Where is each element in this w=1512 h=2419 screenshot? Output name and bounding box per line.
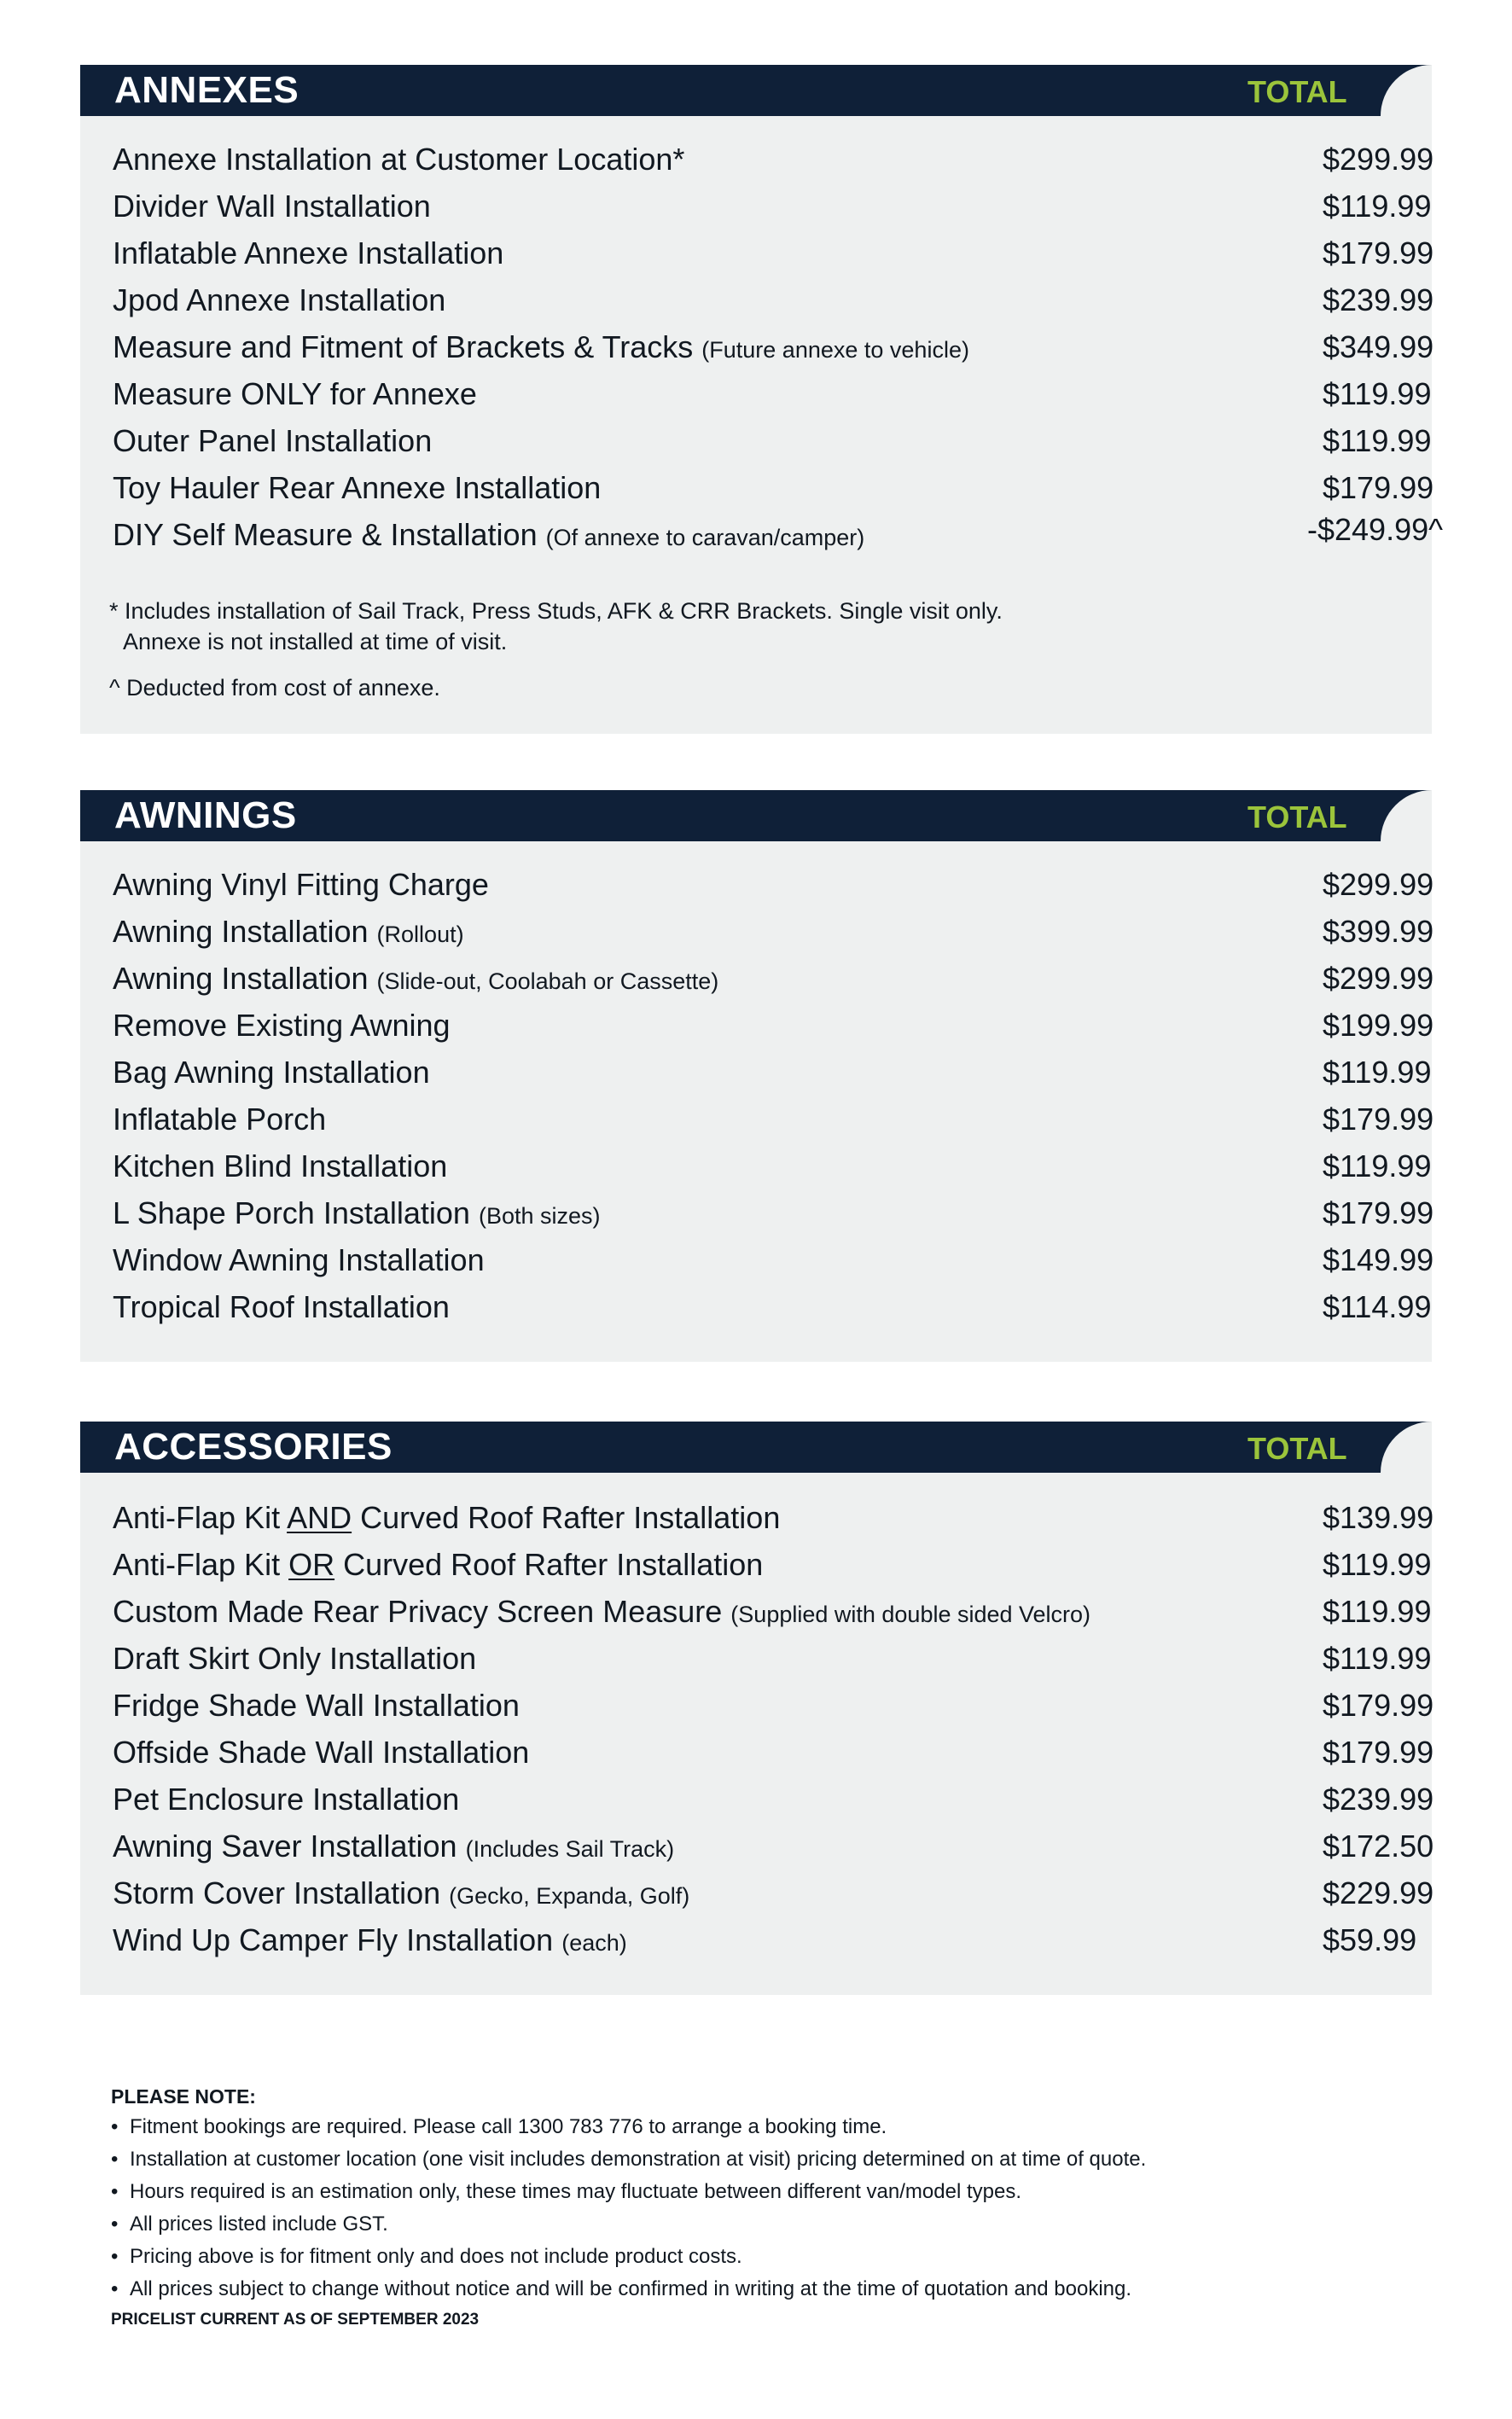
list-item <box>113 1098 1434 1143</box>
annexes-footnote-deducted: ^ Deducted from cost of annexe. <box>109 675 440 701</box>
list-item <box>113 1192 1434 1236</box>
list-item <box>113 185 1432 230</box>
item-label: Inflatable Annexe Installation <box>113 236 504 270</box>
item-label: Awning Installation (Rollout) <box>113 914 464 949</box>
list-item <box>113 1684 1434 1729</box>
item-price: $349.99 <box>1323 329 1434 364</box>
list-item <box>113 326 1434 370</box>
item-label: Bag Awning Installation <box>113 1055 430 1090</box>
item-price: $299.99 <box>1323 867 1434 902</box>
item-price: $119.99 <box>1323 423 1432 458</box>
annexes-footnote-continued: Annexe is not installed at time of visit. <box>123 629 508 654</box>
list-item <box>113 1544 1432 1588</box>
list-item <box>113 1872 1434 1916</box>
item-price: $199.99 <box>1323 1008 1434 1043</box>
item-label: Remove Existing Awning <box>113 1008 451 1043</box>
note-item: • All prices listed include GST. <box>111 2208 1391 2241</box>
item-label: Awning Installation (Slide-out, Coolabah or Cassette) <box>113 961 719 996</box>
list-item <box>113 1825 1434 1869</box>
accessories-header <box>80 1422 1432 1473</box>
item-label: Jpod Annexe Installation <box>113 282 446 317</box>
item-price: $179.99 <box>1323 1688 1434 1723</box>
item-price: $172.50 <box>1323 1829 1434 1864</box>
list-item <box>113 1051 1432 1096</box>
list-item <box>113 1731 1434 1776</box>
item-label: Awning Vinyl Fitting Charge <box>113 867 489 902</box>
list-item <box>113 1590 1432 1635</box>
item-price: $179.99 <box>1323 1195 1434 1230</box>
item-label: Anti-Flap Kit OR Curved Roof Rafter Installation <box>113 1547 764 1582</box>
item-label: Storm Cover Installation (Gecko, Expanda, Golf) <box>113 1875 690 1910</box>
please-note-title: PLEASE NOTE: <box>111 2085 256 2108</box>
item-price: $114.99 <box>1323 1289 1432 1324</box>
list-item <box>113 232 1434 276</box>
item-label: DIY Self Measure & Installation (Of annexe to caravan/camper) <box>113 517 865 552</box>
annexes-section <box>80 65 1444 734</box>
item-price: -$249.99^ <box>1307 512 1444 547</box>
item-note: (Future annexe to vehicle) <box>701 337 969 363</box>
list-item <box>113 138 1434 183</box>
list-item <box>113 957 1434 1002</box>
item-label: Custom Made Rear Privacy Screen Measure (Supplied with double sided Velcro) <box>113 1594 1091 1629</box>
item-label: Kitchen Blind Installation <box>113 1148 448 1183</box>
list-item <box>113 1497 1434 1541</box>
list-item <box>113 1004 1434 1049</box>
item-price: $179.99 <box>1323 1735 1434 1770</box>
list-item <box>113 467 1434 511</box>
item-label: Measure and Fitment of Brackets & Tracks (Future annexe to vehicle) <box>113 329 969 364</box>
list-item <box>113 420 1432 464</box>
item-label: Measure ONLY for Annexe <box>113 376 477 411</box>
item-price: $229.99 <box>1323 1875 1434 1910</box>
note-item: • Installation at customer location (one visit includes demonstration at visit) pricing determined on at time of quote. <box>111 2143 1391 2176</box>
list-item <box>113 279 1434 323</box>
list-item <box>113 373 1432 417</box>
awnings-total-label: TOTAL <box>1247 800 1347 834</box>
item-note: (Includes Sail Track) <box>465 1836 675 1862</box>
annexes-total-label: TOTAL <box>1247 74 1347 109</box>
item-note: (Of annexe to caravan/camper) <box>545 525 865 550</box>
list-item <box>113 1637 1432 1682</box>
item-note: (each) <box>561 1930 627 1956</box>
list-item <box>113 512 1444 558</box>
list-item <box>113 1919 1427 1963</box>
item-price: $299.99 <box>1323 142 1434 177</box>
item-note: (Slide-out, Coolabah or Cassette) <box>376 968 719 994</box>
item-label: Offside Shade Wall Installation <box>113 1735 530 1770</box>
list-item <box>113 1239 1434 1283</box>
item-note: (Both sizes) <box>478 1203 601 1229</box>
item-note: (Gecko, Expanda, Golf) <box>449 1883 690 1909</box>
item-label: Awning Saver Installation (Includes Sail Track) <box>113 1829 675 1864</box>
item-label: Pet Enclosure Installation <box>113 1782 460 1817</box>
item-price: $179.99 <box>1323 470 1434 505</box>
item-label: Tropical Roof Installation <box>113 1289 450 1324</box>
accessories-title: ACCESSORIES <box>114 1426 393 1468</box>
item-price: $239.99 <box>1323 282 1434 317</box>
accessories-total-label: TOTAL <box>1247 1431 1347 1466</box>
item-label: Annexe Installation at Customer Location* <box>113 142 685 177</box>
awnings-title: AWNINGS <box>114 794 297 836</box>
item-price: $149.99 <box>1323 1242 1434 1277</box>
accessories-section <box>80 1422 1432 1995</box>
list-item <box>113 1145 1432 1189</box>
note-item: • Pricing above is for fitment only and does not include product costs. <box>111 2241 1391 2273</box>
awnings-section <box>80 790 1432 1362</box>
item-label: Wind Up Camper Fly Installation (each) <box>113 1922 627 1957</box>
awnings-header <box>80 790 1432 841</box>
list-item <box>113 910 1434 955</box>
item-price: $179.99 <box>1323 236 1434 270</box>
item-label: Anti-Flap Kit AND Curved Roof Rafter Installation <box>113 1500 781 1535</box>
item-label: Outer Panel Installation <box>113 423 433 458</box>
item-price: $119.99 <box>1323 189 1432 224</box>
item-label: Fridge Shade Wall Installation <box>113 1688 520 1723</box>
item-label: Window Awning Installation <box>113 1242 485 1277</box>
annexes-footnote: * Includes installation of Sail Track, Press Studs, AFK & CRR Brackets. Single visit only. <box>109 598 1003 624</box>
item-label: Toy Hauler Rear Annexe Installation <box>113 470 602 505</box>
annexes-title: ANNEXES <box>114 69 299 111</box>
item-price: $299.99 <box>1323 961 1434 996</box>
item-note: (Supplied with double sided Velcro) <box>730 1602 1091 1627</box>
note-item: • Fitment bookings are required. Please call 1300 783 776 to arrange a booking time. <box>111 2111 1391 2143</box>
notes-list <box>111 2111 1391 2306</box>
item-price: $119.99 <box>1323 376 1432 411</box>
item-price: $179.99 <box>1323 1102 1434 1137</box>
note-item: • Hours required is an estimation only, these times may fluctuate between different van/model types. <box>111 2176 1391 2208</box>
item-price: $139.99 <box>1323 1500 1434 1535</box>
note-item: • All prices subject to change without notice and will be confirmed in writing at the time of quotation and booking. <box>111 2273 1391 2306</box>
item-price: $119.99 <box>1323 1547 1432 1582</box>
item-label: Draft Skirt Only Installation <box>113 1641 477 1676</box>
list-item <box>113 864 1434 908</box>
item-label: L Shape Porch Installation (Both sizes) <box>113 1195 601 1230</box>
item-price: $119.99 <box>1323 1055 1432 1090</box>
item-label: Inflatable Porch <box>113 1102 327 1137</box>
item-label: Divider Wall Installation <box>113 189 431 224</box>
item-price: $119.99 <box>1323 1594 1432 1629</box>
item-price: $119.99 <box>1323 1148 1432 1183</box>
pricelist-current-date: PRICELIST CURRENT AS OF SEPTEMBER 2023 <box>111 2311 480 2329</box>
list-item <box>113 1778 1434 1823</box>
list-item <box>113 1286 1432 1330</box>
annexes-header <box>80 65 1432 116</box>
item-note: (Rollout) <box>376 922 464 947</box>
item-price: $239.99 <box>1323 1782 1434 1817</box>
item-price: $399.99 <box>1323 914 1434 949</box>
item-price: $59.99 <box>1323 1922 1417 1957</box>
please-note <box>111 2082 1391 2335</box>
item-price: $119.99 <box>1323 1641 1432 1676</box>
